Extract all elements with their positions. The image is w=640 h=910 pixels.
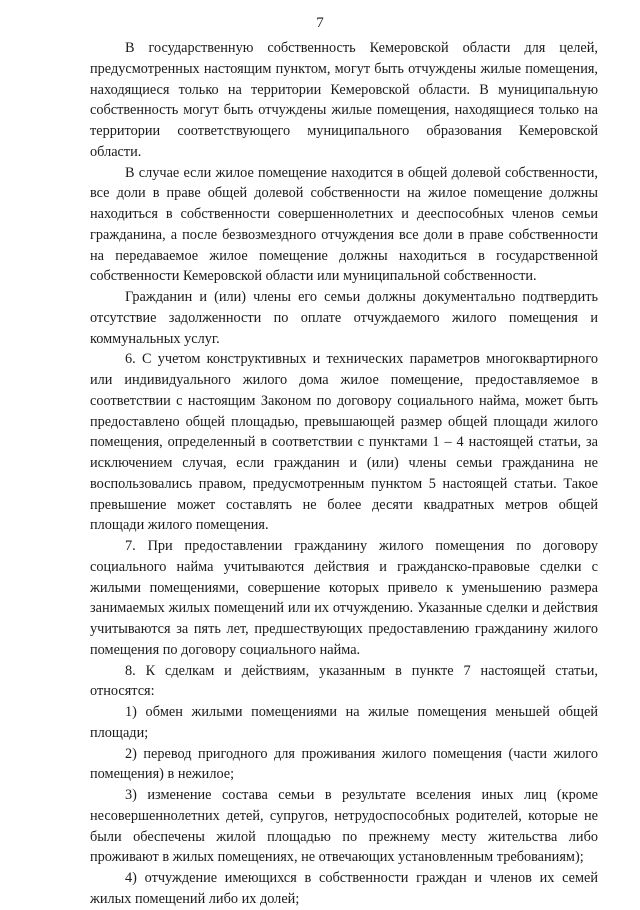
page-number: 7 [316,15,324,31]
paragraph-state-property: В государственную собственность Кемеровской области для целей, предусмотренных настоящим пунктом, могут быть отчуждены жилые помещения, находящиеся только на территории Кемеровской области. В муниципальную собственность могут быть отчуждены жилые помещения, находящиеся только на территории соответствующего муниципального образования Кемеровской области. [90,40,598,160]
list-item-3: 3) изменение состава семьи в результате вселения иных лиц (кроме несовершеннолетних детей, супругов, нетрудоспособных родителей, которые не были обеспечены жилой площадью по прежнему месту жительства либо проживают в жилых помещениях, не отвечающих установленным требованиям); [90,787,598,866]
paragraph-item-7: 7. При предоставлении гражданину жилого помещения по договору социального найма учитываются действия и гражданско-правовые сделки с жилыми помещениями, совершение которых привело к уменьшению размера занимаемых жилых помещений или их отчуждению. Указанные сделки и действия учитываются за пять лет, предшествующих предоставлению гражданину жилого помещения по договору социального найма. [90,538,598,658]
paragraph-item-8: 8. К сделкам и действиям, указанным в пункте 7 настоящей статьи, относятся: [90,662,598,700]
list-item-4: 4) отчуждение имеющихся в собственности граждан и членов их семей жилых помещений либо их долей; [90,870,598,907]
list-item-1: 1) обмен жилыми помещениями на жилые помещения меньшей общей площади; [90,704,598,741]
paragraph-no-debt: Гражданин и (или) члены его семьи должны документально подтвердить отсутствие задолженности по оплате отчуждаемого жилого помещения и коммунальных услуг. [90,289,598,347]
paragraph-item-6: 6. С учетом конструктивных и технических параметров многоквартирного или индивидуального жилого дома жилое помещение, предоставляемое в соответствии с настоящим Законом по договору социального найма, может быть предоставлено общей площадью, превышающей размер общей площади жилого помещения, определенный в соответствии с пунктами 1 – 4 настоящей статьи, за исключением случая, если гражданин и (или) члены семьи гражданина не воспользовались правом, предусмотренным пунктом 5 настоящей статьи. Такое превышение может составлять не более десяти квадратных метров общей площади жилого помещения. [90,351,598,534]
list-item-2: 2) перевод пригодного для проживания жилого помещения (части жилого помещения) в нежилое; [90,745,598,783]
document-body [90,38,598,910]
paragraph-shared-ownership: В случае если жилое помещение находится в общей долевой собственности, все доли в праве общей долевой собственности на жилое помещение должны находиться в собственности совершеннолетних и дееспособных членов семьи гражданина, а после безвозмездного отчуждения все доли в праве собственности на передаваемое жилое помещение должны находиться в государственной собственности Кемеровской области или муниципальной собственности. [90,164,598,285]
